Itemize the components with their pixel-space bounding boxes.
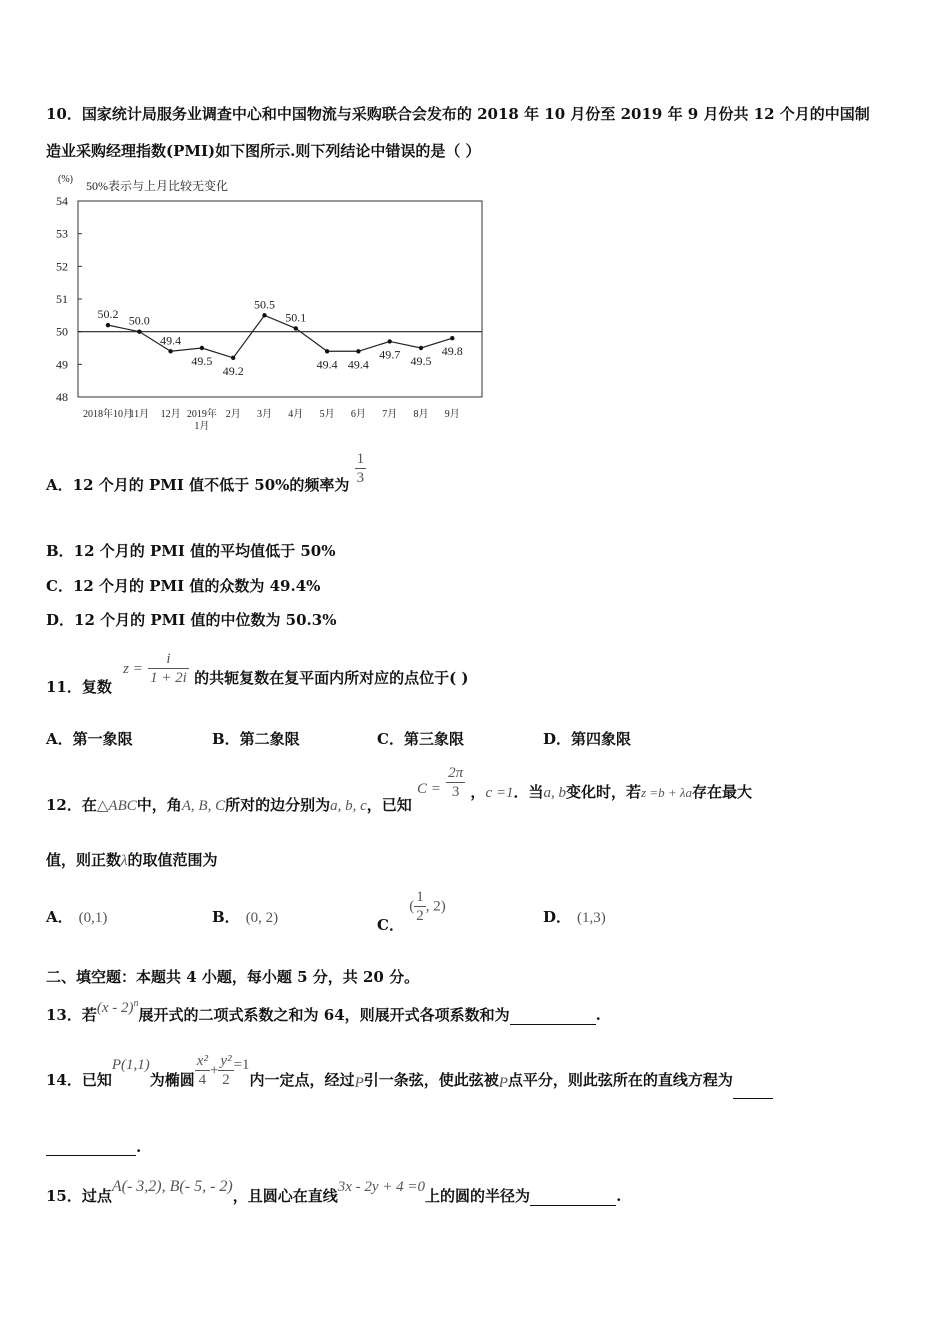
q14-plus: +: [209, 1062, 219, 1079]
data-label: 50.2: [97, 307, 119, 322]
q12-p5: ，: [470, 782, 486, 801]
q12-option-d[interactable]: [543, 906, 606, 927]
q12-option-d-value: (1,3): [577, 910, 606, 926]
q12-c-frac-den: 2: [416, 908, 424, 924]
q11-option-a[interactable]: A．第一象限: [46, 730, 133, 748]
data-label: 50.5: [254, 297, 275, 312]
data-point: [168, 349, 172, 353]
data-point: [356, 349, 360, 353]
q14-P-1: P: [354, 1074, 364, 1091]
q10-option-d[interactable]: D．12 个月的 PMI 值的中位数为 50.3%: [46, 611, 337, 629]
q12-option-d-label: D．: [543, 908, 572, 926]
q13-expr: (x - 2): [96, 1000, 134, 1016]
y-tick-label: 49: [56, 357, 68, 372]
q12-option-b-value: (0, 2): [245, 910, 279, 926]
data-point: [231, 356, 235, 360]
q12-line2a: 值，则正数: [46, 851, 122, 869]
x-tick-sublabel: 1月: [194, 421, 210, 432]
q14-stem-line2: [46, 1138, 141, 1156]
q13-prefix: 13．若: [46, 1006, 97, 1024]
q13-suffix: 展开式的二项式系数之和为 64，则展开式各项系数和为: [138, 1006, 510, 1024]
q15-p2: ，且圆心在直线: [232, 1187, 338, 1205]
q14-answer-blank-2[interactable]: [46, 1155, 136, 1156]
x-tick-label: 12月: [160, 409, 181, 420]
q11-den: 1 + 2i: [150, 670, 187, 686]
q12-option-c-fraction: [414, 888, 426, 925]
q12-p7: 变化时，若: [565, 782, 641, 801]
q12-option-a-label: A．: [46, 908, 73, 926]
data-label: 50.0: [128, 313, 150, 328]
data-label: 49.2: [222, 363, 244, 378]
q10-stem-line1: 10．国家统计局服务业调查中心和中国物流与采购联合会发布的 2018 年 10 月份至 2019 年 9 月份共 12 个月的中国制: [46, 105, 870, 123]
q14-x2: x²: [196, 1053, 208, 1069]
q15-line: 3x - 2y + 4 =0: [337, 1179, 426, 1195]
x-tick-label: 11月: [129, 409, 150, 420]
q12-p2: 中，角: [136, 795, 182, 814]
x-tick-label: 2019年: [186, 409, 217, 420]
q14-end: .: [136, 1138, 142, 1156]
q12-option-a-value: (0,1): [78, 910, 108, 926]
data-label: 49.7: [379, 347, 401, 362]
q14-p3: 内一定点，经过: [249, 1070, 355, 1089]
q12-line2b: 的取值范围为: [127, 851, 218, 869]
q12-p3: 所对的边分别为: [225, 795, 331, 814]
data-label: 49.4: [347, 357, 369, 372]
q12-tri: △ABC: [96, 797, 137, 814]
y-tick-label: 52: [56, 259, 68, 274]
q14-d2: 2: [222, 1072, 230, 1088]
q14-stem-line1: [46, 1052, 773, 1089]
q14-d1: 4: [198, 1072, 207, 1088]
q11-fraction: [148, 650, 189, 687]
q10-option-b[interactable]: B．12 个月的 PMI 值的平均值低于 50%: [46, 542, 336, 560]
q12-option-c-label: C．: [377, 915, 404, 934]
chart-ylabel: (%): [58, 174, 73, 185]
y-tick-label: 53: [56, 226, 68, 241]
q12-sides: a, b, c: [330, 797, 367, 814]
q12-c-num: 2π: [448, 765, 464, 781]
x-tick-label: 6月: [350, 409, 366, 420]
q15-prefix: 15．过点: [46, 1187, 112, 1205]
q12-c-frac-num: 1: [416, 889, 424, 905]
q14-p4: 引一条弦，使此弦被: [363, 1070, 499, 1089]
data-point: [294, 326, 298, 330]
q11-z-eq: z =: [123, 660, 143, 677]
x-tick-label: 9月: [444, 409, 460, 420]
data-point: [325, 349, 329, 353]
y-tick-label: 50: [56, 324, 68, 339]
frac-den: 3: [356, 469, 365, 486]
q10-option-a[interactable]: [46, 450, 366, 495]
q10-option-c[interactable]: C．12 个月的 PMI 值的众数为 49.4%: [46, 577, 321, 595]
q14-prefix: 14．已知: [46, 1070, 112, 1089]
data-label: 49.5: [191, 354, 213, 368]
x-tick-label: 8月: [413, 409, 429, 420]
y-tick-label: 54: [56, 194, 68, 208]
pmi-line-chart: [46, 168, 496, 438]
q12-c-fraction: [446, 764, 465, 801]
x-tick-label: 5月: [319, 409, 335, 420]
q12-option-c[interactable]: [377, 888, 446, 934]
q12-c-eq: C =: [417, 780, 441, 797]
q12-c-den: 3: [451, 784, 460, 800]
q12-option-a[interactable]: [46, 906, 107, 927]
q15-answer-blank[interactable]: [530, 1205, 616, 1206]
data-label: 49.8: [441, 344, 463, 359]
x-tick-label: 4月: [288, 409, 304, 420]
q12-p1: 12．在: [46, 795, 97, 814]
q14-frac-y: [218, 1052, 233, 1089]
q11-num: i: [148, 650, 189, 669]
y-tick-label: 51: [56, 292, 68, 306]
y-tick-label: 48: [56, 390, 68, 404]
q15-points: A(- 3,2), B(- 5, - 2): [111, 1178, 233, 1195]
q12-p4: ，已知: [366, 795, 412, 814]
x-tick-label: 2月: [225, 409, 241, 420]
q14-eq1: =1: [233, 1056, 250, 1073]
x-tick-label: 2018年10月: [83, 409, 133, 420]
q12-lambda: λ: [121, 853, 128, 869]
q14-p2: 为椭圆: [149, 1070, 195, 1089]
q13-answer-blank[interactable]: [510, 1024, 596, 1025]
section-fill-in-heading: 二、填空题：本题共 4 小题，每小题 5 分，共 20 分。: [46, 968, 420, 986]
q14-y2: y²: [220, 1053, 232, 1069]
x-tick-label: 3月: [257, 409, 272, 420]
data-point: [450, 336, 454, 340]
data-label: 49.5: [410, 354, 432, 368]
data-point: [200, 346, 204, 350]
q10-stem-line2: 造业采购经理指数(PMI)如下图所示.则下列结论中错误的是（ ）: [46, 142, 481, 160]
q15-end: .: [616, 1187, 622, 1205]
q12-p6: ．当: [513, 782, 544, 801]
q10-option-a-text: A．12 个月的 PMI 值不低于 50%的频率为: [46, 476, 350, 494]
q12-stem-line1: [46, 764, 752, 814]
q11-option-c[interactable]: C．第三象限: [377, 730, 464, 748]
frac-num: 1: [356, 450, 365, 467]
q13-end: .: [595, 1006, 601, 1024]
data-point: [419, 346, 423, 350]
q13-stem: [46, 996, 601, 1024]
q11-option-b[interactable]: B．第二象限: [212, 730, 300, 748]
x-tick-label: 7月: [382, 409, 398, 420]
q12-angles: A, B, C: [181, 797, 226, 814]
q12-option-c-close: , 2): [425, 898, 446, 915]
q12-ab: a, b: [543, 784, 566, 801]
q14-point: P(1,1): [111, 1056, 150, 1073]
q15-p3: 上的圆的半径为: [425, 1187, 531, 1205]
data-label: 49.4: [160, 333, 182, 348]
q12-option-c-open: (: [409, 898, 415, 915]
fraction-one-third: [355, 450, 367, 487]
q11-option-d[interactable]: D．第四象限: [543, 730, 632, 748]
chart-title: 50%表示与上月比较无变化: [86, 179, 228, 193]
data-point: [137, 329, 141, 333]
data-point: [262, 313, 266, 317]
q14-P-2: P: [498, 1074, 508, 1091]
data-point: [106, 323, 110, 327]
q11-suffix: 的共轭复数在复平面内所对应的点位于( ): [194, 668, 469, 687]
q11-prefix: 11．复数: [46, 677, 112, 696]
q13-exp: n: [133, 998, 139, 1009]
q12-stem-line2: [46, 849, 218, 870]
data-label: 50.1: [285, 310, 307, 325]
q14-p5: 点平分，则此弦所在的直线方程为: [507, 1070, 733, 1089]
q12-side-c: c =1: [485, 784, 514, 801]
q14-answer-blank-1[interactable]: [733, 1098, 773, 1099]
q15-stem: [46, 1175, 622, 1205]
q12-option-b[interactable]: [212, 906, 278, 927]
data-label: 49.4: [316, 357, 338, 372]
q11-stem: [46, 650, 469, 696]
q12-zexpr: z =b + λa: [641, 784, 692, 800]
q14-frac-x: [195, 1052, 210, 1089]
data-point: [388, 339, 392, 343]
q12-option-b-label: B．: [212, 908, 240, 926]
q12-p8: 存在最大: [691, 782, 752, 801]
